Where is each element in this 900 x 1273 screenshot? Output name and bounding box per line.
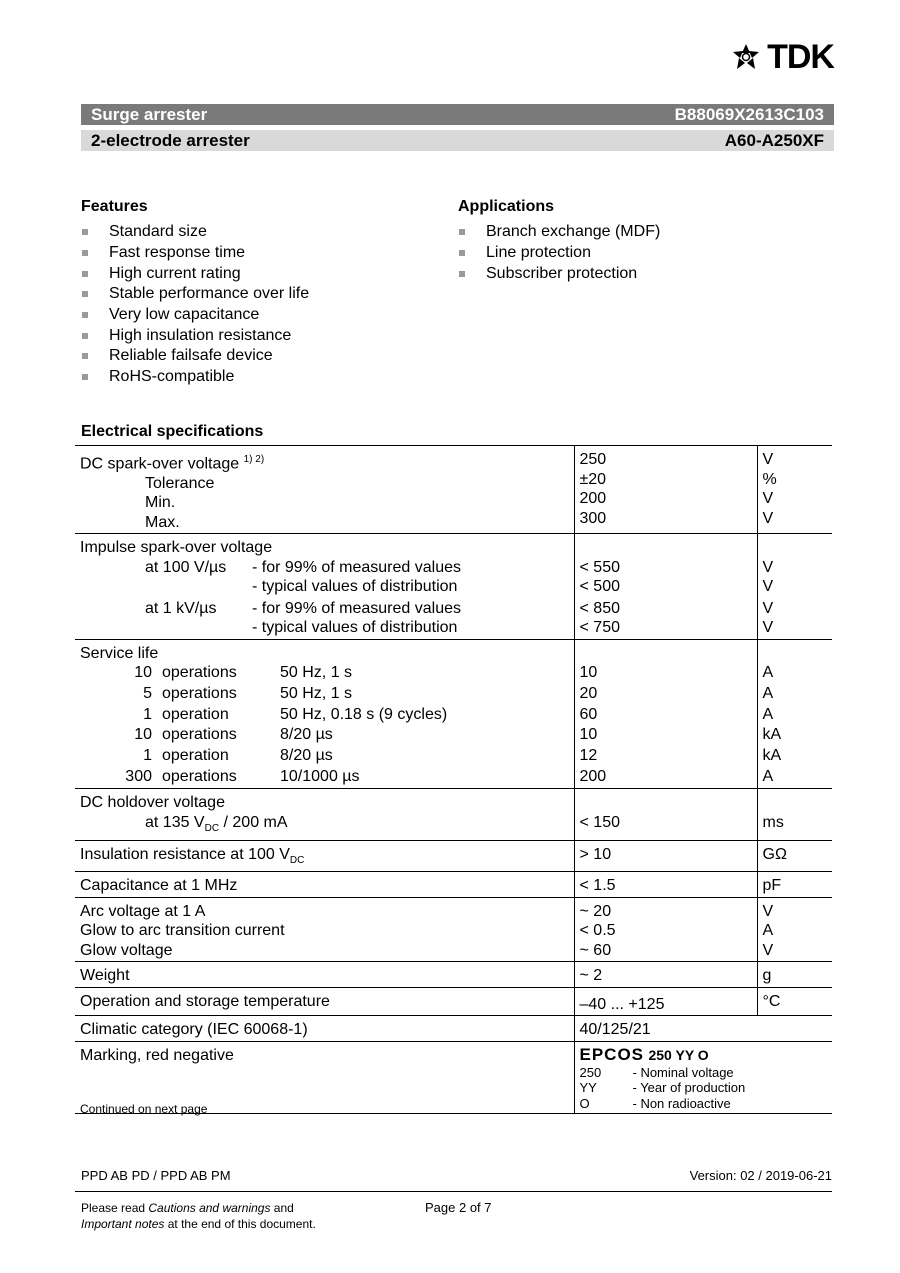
glow-arc-label: Glow to arc transition current: [80, 922, 285, 940]
operation-condition: 8/20 µs: [280, 726, 333, 744]
bullet-icon: [82, 312, 88, 318]
bullet-icon: [459, 229, 465, 235]
table-row: [75, 872, 832, 898]
capacitance-label: Capacitance at 1 MHz: [75, 872, 574, 898]
operation-word: operation: [162, 747, 229, 765]
impulse-rate: [145, 577, 252, 597]
spec-value: < 0.5: [579, 922, 616, 940]
spec-unit: °C: [757, 987, 832, 1016]
impulse-label: Impulse spark-over voltage: [80, 539, 273, 557]
spec-unit: A: [762, 705, 774, 723]
bullet-icon: [82, 229, 88, 235]
footnote-ref: 1) 2): [243, 454, 265, 465]
list-item-text: High insulation resistance: [109, 326, 292, 344]
spec-unit: V: [762, 941, 774, 959]
spec-value: ~ 20: [579, 902, 612, 920]
spec-unit: kA: [762, 747, 782, 765]
list-item: [81, 367, 309, 388]
bullet-icon: [459, 271, 465, 277]
footer-divider: [75, 1191, 832, 1192]
spec-value: ±20: [579, 470, 607, 488]
impulse-rate: [145, 618, 252, 638]
climatic-label: Climatic category (IEC 60068-1): [75, 1016, 574, 1042]
marking-legend-row: [580, 1096, 828, 1112]
features-section: [81, 198, 309, 388]
spec-value: ~ 2: [574, 962, 757, 988]
list-item: [81, 243, 309, 264]
spec-value: ~ 60: [579, 941, 612, 959]
operation-word: operations: [162, 726, 237, 744]
spec-value: < 850: [579, 599, 620, 617]
arc-voltage-label: Arc voltage at 1 A: [80, 902, 206, 920]
spec-value: 60: [579, 705, 598, 723]
service-life-row: [80, 767, 569, 788]
marking-brand: EPCOS: [579, 1044, 645, 1064]
tolerance-label: Tolerance: [145, 474, 215, 492]
marking-desc: - Year of production: [632, 1080, 746, 1096]
spec-value: < 1.5: [574, 872, 757, 898]
subtitle-bar: [81, 130, 834, 151]
list-item-text: Very low capacitance: [109, 306, 260, 324]
marking-desc: - Nominal voltage: [632, 1064, 734, 1080]
operation-condition: 50 Hz, 1 s: [280, 664, 353, 682]
footer-dept: PPD AB PD / PPD AB PM: [81, 1168, 231, 1183]
list-item: [81, 284, 309, 305]
operation-count: 10: [134, 726, 152, 744]
dc-holdover-label: DC holdover voltage: [80, 794, 225, 812]
spec-value: > 10: [574, 840, 757, 872]
marking-key: O: [579, 1095, 590, 1111]
operation-count: 1: [143, 747, 152, 765]
tdk-logo: [731, 40, 834, 74]
page-number: Page 2 of 7: [425, 1200, 492, 1215]
marking-label: Marking, red negative: [75, 1041, 574, 1114]
spec-unit: kA: [762, 726, 782, 744]
applications-heading: Applications: [458, 198, 555, 215]
list-item-text: Subscriber protection: [486, 264, 638, 282]
marking-legend: [580, 1065, 828, 1112]
table-row: [75, 987, 832, 1016]
spec-unit: A: [762, 664, 774, 682]
spec-value: 40/125/21: [574, 1016, 832, 1042]
bullet-icon: [82, 250, 88, 256]
continued-note: Continued on next page: [80, 1102, 208, 1116]
features-heading: Features: [81, 198, 148, 215]
marking-legend-row: [580, 1080, 828, 1096]
operation-condition: 50 Hz, 1 s: [280, 685, 353, 703]
bullet-icon: [459, 250, 465, 256]
applications-list: [458, 222, 660, 284]
operation-count: 1: [143, 705, 152, 723]
table-row: [75, 534, 832, 640]
spec-value: 10: [579, 664, 598, 682]
table-row: [75, 639, 832, 789]
bullet-icon: [82, 374, 88, 380]
spec-unit: V: [762, 451, 774, 468]
list-item: [458, 243, 660, 264]
bullet-icon: [82, 353, 88, 359]
list-item-text: Line protection: [486, 244, 591, 262]
service-life-row: [80, 746, 569, 767]
spec-value: 200: [579, 767, 607, 785]
impulse-rate: at 100 V/µs: [145, 558, 227, 576]
list-item-text: RoHS-compatible: [109, 368, 235, 386]
spec-unit: V: [762, 578, 774, 596]
spec-value: 10: [579, 726, 598, 744]
insulation-label: Insulation resistance at 100 V: [80, 845, 290, 863]
bullet-icon: [82, 271, 88, 277]
spec-unit: ms: [762, 813, 784, 831]
electrical-spec-heading: Electrical specifications: [81, 423, 264, 440]
table-row: [75, 446, 832, 534]
table-row: [75, 962, 832, 988]
spec-value: < 500: [579, 578, 620, 596]
features-list: [81, 222, 309, 388]
operation-count: 300: [125, 767, 152, 785]
spec-unit: V: [762, 558, 774, 576]
dc-sparkover-label: DC spark-over voltage: [80, 455, 240, 473]
operation-word: operations: [162, 685, 237, 703]
bullet-icon: [82, 333, 88, 339]
spec-unit: pF: [757, 872, 832, 898]
spec-unit: V: [762, 619, 774, 637]
spec-value: 12: [579, 747, 598, 765]
max-label: Max.: [145, 513, 180, 531]
marking-key: 250: [579, 1064, 602, 1080]
min-label: Min.: [145, 494, 176, 512]
operation-word: operations: [162, 767, 237, 785]
impulse-desc: - for 99% of measured values: [252, 599, 461, 617]
part-number: B88069X2613C103: [674, 104, 824, 124]
impulse-rate: at 1 kV/µs: [145, 599, 217, 617]
operation-condition: 10/1000 µs: [280, 767, 360, 785]
list-item-text: Reliable failsafe device: [109, 347, 273, 365]
table-row: [75, 1016, 832, 1042]
spec-unit: g: [757, 962, 832, 988]
service-life-row: [80, 725, 569, 746]
spec-value: 300: [579, 509, 607, 527]
spec-value: –40 ... +125: [574, 987, 757, 1016]
logo-text: TDK: [767, 38, 834, 76]
spec-unit: V: [762, 902, 774, 920]
spec-unit: GΩ: [757, 840, 832, 872]
list-item: [81, 346, 309, 367]
list-item-text: Standard size: [109, 223, 207, 241]
list-item: [81, 263, 309, 284]
spec-unit: %: [762, 470, 777, 488]
list-item-text: High current rating: [109, 264, 241, 282]
weight-label: Weight: [75, 962, 574, 988]
table-row: [75, 897, 832, 962]
bullet-icon: [82, 291, 88, 297]
applications-section: [458, 198, 660, 284]
list-item: [81, 222, 309, 243]
operation-count: 10: [134, 664, 152, 682]
spec-value: < 150: [579, 813, 620, 831]
operation-word: operation: [162, 705, 229, 723]
product-title: Surge arrester: [91, 104, 208, 124]
impulse-desc: - typical values of distribution: [252, 619, 458, 637]
tdk-emblem-icon: [731, 43, 761, 71]
spec-unit: A: [762, 767, 774, 785]
list-item-text: Fast response time: [109, 244, 246, 262]
operation-condition: 50 Hz, 0.18 s (9 cycles): [280, 705, 448, 723]
service-life-row: [80, 663, 569, 684]
operation-count: 5: [143, 685, 152, 703]
list-item-text: Stable performance over life: [109, 285, 310, 303]
list-item: [458, 222, 660, 243]
operation-condition: 8/20 µs: [280, 747, 333, 765]
impulse-desc: - typical values of distribution: [252, 578, 458, 596]
temperature-label: Operation and storage temperature: [75, 987, 574, 1016]
spec-unit: A: [762, 685, 774, 703]
marking-legend-row: [580, 1065, 828, 1081]
spec-value: < 750: [579, 619, 620, 637]
spec-unit: A: [762, 922, 774, 940]
service-life-row: [80, 684, 569, 705]
product-type: A60-A250XF: [724, 130, 824, 150]
table-row: DC holdover voltage at 135 $V_{DC} / 200$ mA < 150 ms: [75, 789, 832, 840]
impulse-desc: - for 99% of measured values: [252, 558, 461, 576]
operation-word: operations: [162, 664, 237, 682]
list-item: [458, 263, 660, 284]
footer-note: Please read Cautions and warnings and Important notes at the end of this document.: [81, 1201, 316, 1231]
spec-value: 200: [579, 490, 607, 507]
list-item: [81, 325, 309, 346]
marking-key: YY: [579, 1080, 597, 1096]
spec-value: 20: [579, 685, 598, 703]
spec-unit: V: [762, 509, 774, 527]
spec-value: 250: [579, 451, 607, 468]
list-item-text: Branch exchange (MDF): [486, 223, 661, 241]
spec-unit: V: [762, 599, 774, 617]
list-item: [81, 305, 309, 326]
footer-version: Version: 02 / 2019-06-21: [689, 1168, 832, 1183]
service-life-label: Service life: [80, 644, 159, 662]
table-row: Insulation resistance at 100 $V_{DC}$ > 10 GΩ: [75, 840, 832, 872]
glow-voltage-label: Glow voltage: [80, 941, 173, 959]
service-life-row: [80, 705, 569, 726]
spec-value: < 550: [579, 558, 620, 576]
title-bar: [81, 104, 834, 125]
spec-unit: V: [762, 490, 774, 507]
product-subtitle: 2-electrode arrester: [91, 130, 250, 150]
marking-desc: - Non radioactive: [632, 1095, 731, 1111]
marking-code: 250 YY O: [648, 1046, 709, 1063]
electrical-spec-table: [75, 445, 832, 1114]
